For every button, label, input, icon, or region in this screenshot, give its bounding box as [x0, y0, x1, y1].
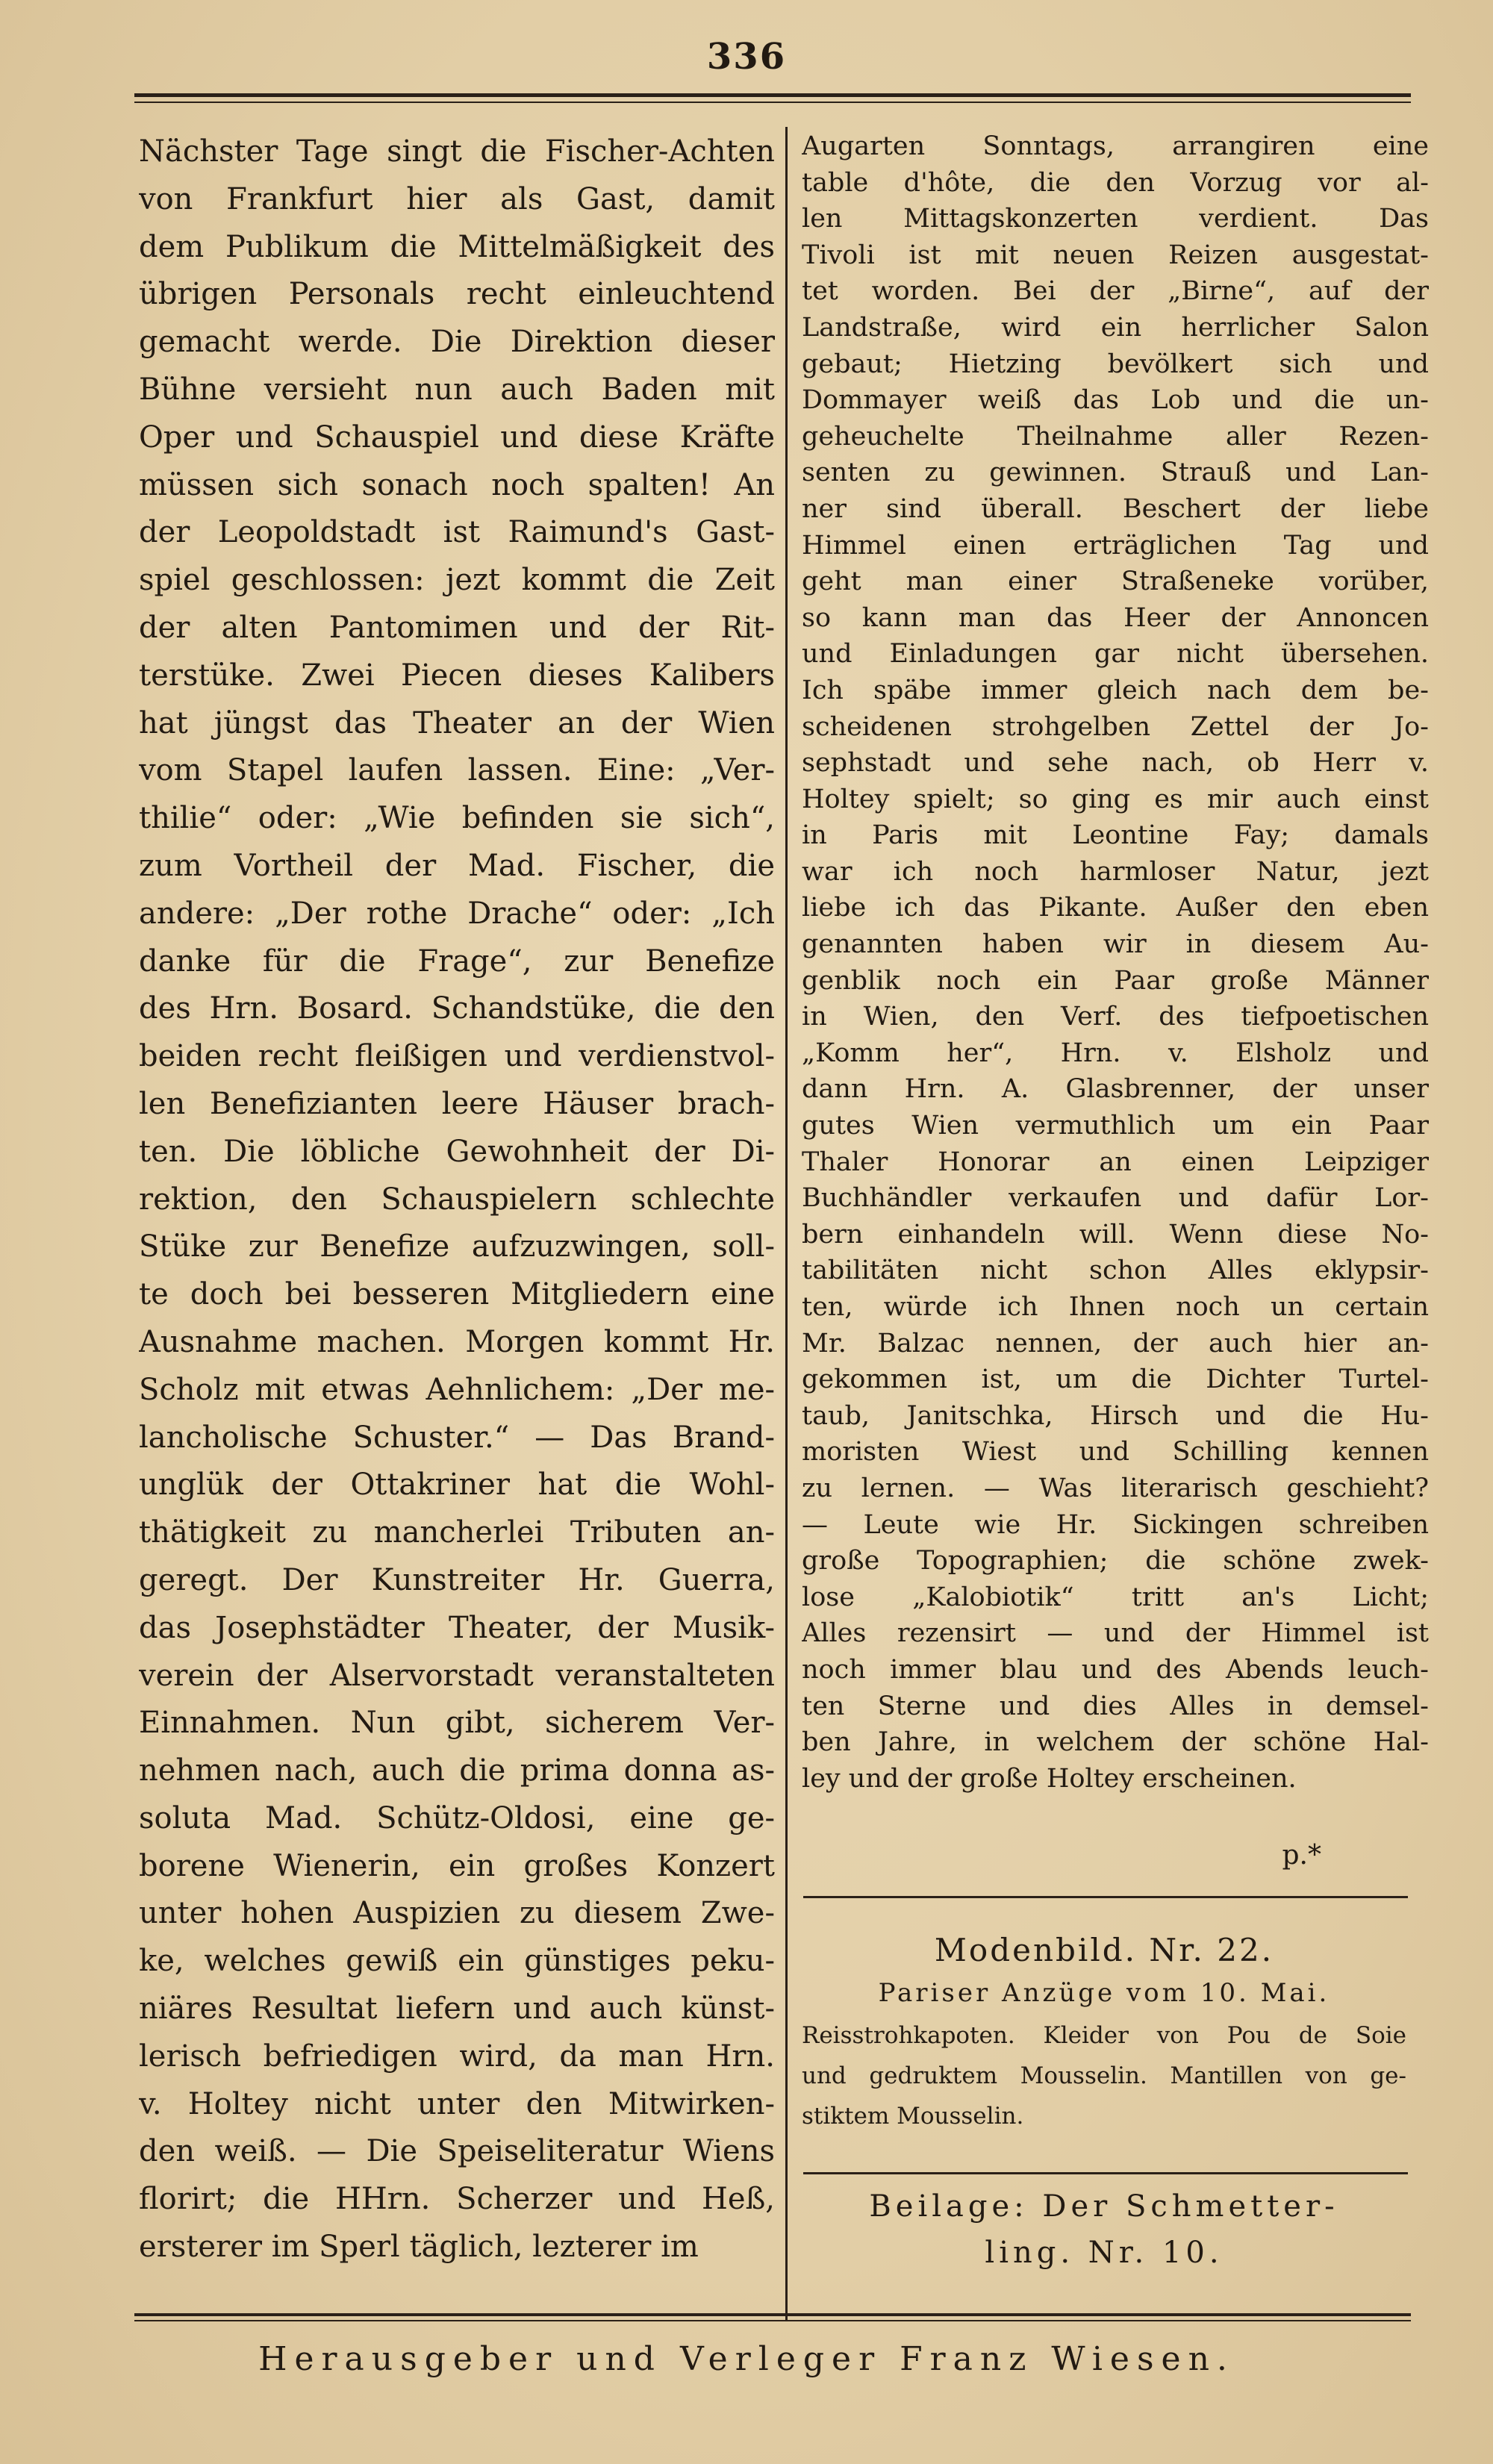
text-line: niäres Resultat liefern und auch künst-: [139, 1992, 775, 2027]
fashion-plate-description: [802, 2015, 1406, 2136]
text-line: moristen Wiest und Schilling kennen: [802, 1437, 1429, 1468]
text-line: noch immer blau und des Abends leuch-: [802, 1654, 1429, 1685]
text-line: andere: „Der rothe Drache“ oder: „Ich: [139, 896, 775, 931]
text-line: Dommayer weiß das Lob und die un-: [802, 385, 1429, 416]
text-line: thilie“ oder: „Wie befinden sie sich“,: [139, 801, 775, 836]
text-line: florirt; die HHrn. Scherzer und Heß,: [139, 2182, 775, 2217]
text-line: geregt. Der Kunstreiter Hr. Guerra,: [139, 1562, 775, 1597]
text-line: der Leopoldstadt ist Raimund's Gast-: [139, 515, 775, 550]
text-line: beiden recht fleißigen und verdienstvol-: [139, 1039, 775, 1074]
text-line: danke für die Frage“, zur Benefize: [139, 944, 775, 979]
text-line: sephstadt und sehe nach, ob Herr v.: [802, 748, 1429, 779]
footer-rule-thin: [134, 2320, 1411, 2321]
text-line: bern einhandeln will. Wenn diese No-: [802, 1219, 1429, 1250]
text-line: soluta Mad. Schütz-Oldosi, eine ge-: [139, 1800, 775, 1835]
text-line: und Einladungen gar nicht übersehen.: [802, 639, 1429, 670]
text-line: Reisstrohkapoten. Kleider von Pou de Soie: [802, 2022, 1406, 2049]
header-rule-thin: [134, 102, 1411, 103]
text-line: zum Vortheil der Mad. Fischer, die: [139, 848, 775, 883]
text-line: Buchhändler verkaufen und dafür Lor-: [802, 1183, 1429, 1214]
text-line: len Mittagskonzerten verdient. Das: [802, 204, 1429, 234]
text-line: stiktem Mousselin.: [802, 2103, 1024, 2130]
fashion-plate-title: Modenbild. Nr. 22.: [934, 1932, 1274, 1968]
text-line: lerisch befriedigen wird, da man Hrn.: [139, 2039, 775, 2074]
text-line: Landstraße, wird ein herrlicher Salon: [802, 312, 1429, 343]
text-line: gebaut; Hietzing bevölkert sich und: [802, 349, 1429, 379]
text-line: Ich späbe immer gleich nach dem be-: [802, 675, 1429, 705]
text-line: Thaler Honorar an einen Leipziger: [802, 1147, 1429, 1177]
text-line: geheuchelte Theilnahme aller Rezen-: [802, 421, 1429, 452]
text-line: dann Hrn. A. Glasbrenner, der unser: [802, 1074, 1429, 1105]
text-line: Holtey spielt; so ging es mir auch einst: [802, 784, 1429, 814]
text-line: genblik noch ein Paar große Männer: [802, 965, 1429, 996]
text-line: senten zu gewinnen. Strauß und Lan-: [802, 458, 1429, 488]
text-line: nehmen nach, auch die prima donna as-: [139, 1753, 775, 1788]
text-line: te doch bei besseren Mitgliedern eine: [139, 1277, 775, 1312]
text-line: Alles rezensirt — und der Himmel ist: [802, 1618, 1429, 1649]
text-line: lose „Kalobiotik“ tritt an's Licht;: [802, 1582, 1429, 1612]
text-line: ner sind überall. Beschert der liebe: [802, 493, 1429, 524]
text-line: verein der Alservorstadt veranstalteten: [139, 1658, 775, 1693]
section-rule: [803, 1896, 1408, 1898]
text-line: Himmel einen erträglichen Tag und: [802, 530, 1429, 561]
text-line: unglük der Ottakriner hat die Wohl-: [139, 1468, 775, 1503]
text-line: tabilitäten nicht schon Alles eklypsir-: [802, 1256, 1429, 1286]
text-line: gemacht werde. Die Direktion dieser: [139, 325, 775, 360]
fashion-plate-subtitle: Pariser Anzüge vom 10. Mai.: [878, 1978, 1330, 2008]
column-divider: [785, 127, 788, 2321]
supplement-line: Beilage: Der Schmetter-: [869, 2189, 1339, 2224]
text-line: thätigkeit zu mancherlei Tributen an-: [139, 1515, 775, 1550]
text-line: lancholische Schuster.“ — Das Brand-: [139, 1420, 775, 1455]
text-line: gekommen ist, um die Dichter Turtel-: [802, 1364, 1429, 1395]
text-line: hat jüngst das Theater an der Wien: [139, 705, 775, 740]
text-line: genannten haben wir in diesem Au-: [802, 929, 1429, 960]
text-line: in Wien, den Verf. des tiefpoetischen: [802, 1002, 1429, 1032]
text-line: Tivoli ist mit neuen Reizen ausgestat-: [802, 240, 1429, 270]
text-line: ley und der große Holtey erscheinen.: [802, 1763, 1297, 1794]
text-line: table d'hôte, die den Vorzug vor al-: [802, 167, 1429, 198]
text-line: das Josephstädter Theater, der Musik-: [139, 1610, 775, 1645]
text-line: scheidenen strohgelben Zettel der Jo-: [802, 711, 1429, 742]
text-line: von Frankfurt hier als Gast, damit: [139, 181, 775, 216]
text-line: in Paris mit Leontine Fay; damals: [802, 820, 1429, 851]
text-line: und gedruktem Mousselin. Mantillen von ge-: [802, 2062, 1406, 2089]
text-line: müssen sich sonach noch spalten! An: [139, 467, 775, 502]
text-line: „Komm her“, Hrn. v. Elsholz und: [802, 1038, 1429, 1068]
text-line: den weiß. — Die Speiseliteratur Wiens: [139, 2134, 775, 2169]
text-line: — Leute wie Hr. Sickingen schreiben: [802, 1509, 1429, 1540]
publisher-line: Herausgeber und Verleger Franz Wiesen.: [258, 2340, 1235, 2378]
text-line: der alten Pantomimen und der Rit-: [139, 610, 775, 645]
text-line: des Hrn. Bosard. Schandstüke, die den: [139, 991, 775, 1026]
supplement-rule: [803, 2172, 1408, 2174]
text-line: spiel geschlossen: jezt kommt die Zeit: [139, 563, 775, 598]
left-column: [139, 128, 775, 2271]
text-line: ten Sterne und dies Alles in demsel-: [802, 1691, 1429, 1721]
text-line: Stüke zur Benefize aufzuzwingen, soll-: [139, 1229, 775, 1264]
text-line: borene Wienerin, ein großes Konzert: [139, 1848, 775, 1883]
supplement-line: ling. Nr. 10.: [985, 2236, 1224, 2270]
text-line: liebe ich das Pikante. Außer den eben: [802, 893, 1429, 923]
author-signature: p.*: [1282, 1840, 1321, 1871]
text-line: so kann man das Heer der Annoncen: [802, 602, 1429, 633]
text-line: Bühne versieht nun auch Baden mit: [139, 372, 775, 407]
text-line: war ich noch harmloser Natur, jezt: [802, 856, 1429, 887]
text-line: Mr. Balzac nennen, der auch hier an-: [802, 1328, 1429, 1359]
header-rule: [134, 93, 1411, 97]
text-line: ben Jahre, in welchem der schöne Hal-: [802, 1727, 1429, 1758]
text-line: Nächster Tage singt die Fischer-Achten: [139, 134, 775, 169]
text-line: ke, welches gewiß ein günstiges peku-: [139, 1944, 775, 1979]
text-line: unter hohen Auspizien zu diesem Zwe-: [139, 1896, 775, 1931]
text-line: geht man einer Straßeneke vorüber,: [802, 567, 1429, 597]
text-line: terstüke. Zwei Piecen dieses Kalibers: [139, 658, 775, 693]
text-line: taub, Janitschka, Hirsch und die Hu-: [802, 1400, 1429, 1431]
page-number: 336: [706, 36, 787, 78]
text-line: rektion, den Schauspielern schlechte: [139, 1182, 775, 1217]
text-line: zu lernen. — Was literarisch geschieht?: [802, 1473, 1429, 1503]
text-line: dem Publikum die Mittelmäßigkeit des: [139, 229, 775, 264]
text-line: Oper und Schauspiel und diese Kräfte: [139, 419, 775, 455]
text-line: ten. Die löbliche Gewohnheit der Di-: [139, 1134, 775, 1169]
text-line: ersterer im Sperl täglich, lezterer im: [139, 2230, 699, 2265]
text-line: v. Holtey nicht unter den Mitwirken-: [139, 2086, 775, 2121]
text-line: Ausnahme machen. Morgen kommt Hr.: [139, 1324, 775, 1359]
text-line: Einnahmen. Nun gibt, sicherem Ver-: [139, 1706, 775, 1741]
footer-rule: [134, 2313, 1411, 2316]
text-line: große Topographien; die schöne zwek-: [802, 1546, 1429, 1576]
text-line: Scholz mit etwas Aehnlichem: „Der me-: [139, 1372, 775, 1407]
supplement-notice: [802, 2183, 1406, 2276]
text-line: tet worden. Bei der „Birne“, auf der: [802, 276, 1429, 307]
text-line: ten, würde ich Ihnen noch un certain: [802, 1292, 1429, 1322]
text-line: übrigen Personals recht einleuchtend: [139, 277, 775, 312]
text-line: len Benefizianten leere Häuser brach-: [139, 1086, 775, 1121]
text-line: Augarten Sonntags, arrangiren eine: [802, 131, 1429, 161]
text-line: vom Stapel laufen lassen. Eine: „Ver-: [139, 753, 775, 788]
right-column: [802, 128, 1429, 1797]
text-line: gutes Wien vermuthlich um ein Paar: [802, 1111, 1429, 1141]
